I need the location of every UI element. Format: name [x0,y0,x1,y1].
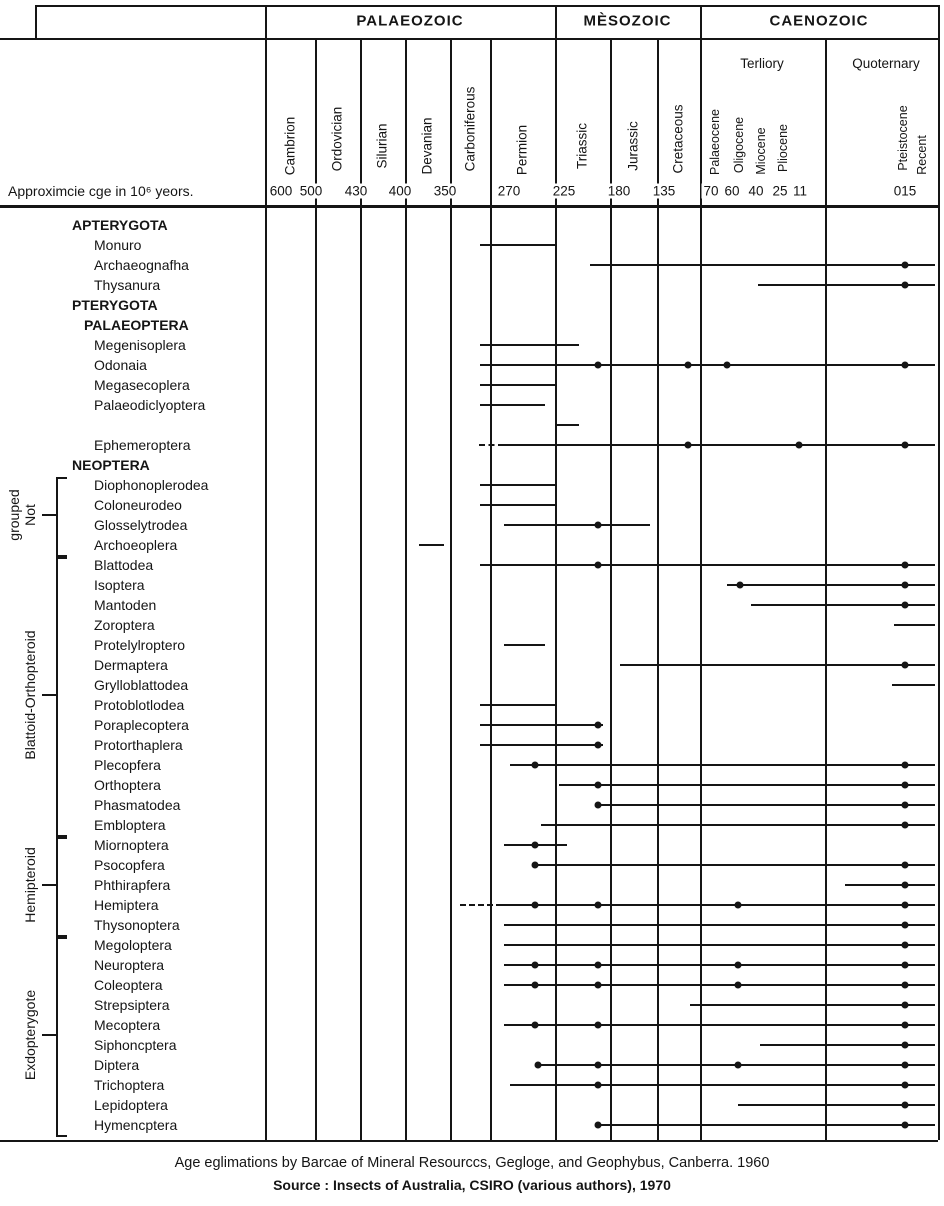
taxon-label: Mecoptera [94,1017,161,1033]
taxon-label: Isoptera [94,577,145,593]
taxon-label: Zoroptera [94,617,155,633]
taxon-label: Siphoncptera [94,1037,177,1053]
taxon-label: Monuro [94,237,142,253]
group-label: Hemipteroid [22,847,38,923]
age-axis-caption: Approximcie cge in 10⁶ yeors. [8,183,194,199]
range-dot [724,362,731,369]
range-dot [902,922,909,929]
range-dot [902,1062,909,1069]
range-line [510,1084,935,1087]
range-line [559,784,935,787]
range-dot [902,862,909,869]
range-line [480,384,555,387]
range-dot [902,802,909,809]
taxon-label: Glosselytrodea [94,517,188,533]
age-tick: 11 [792,183,808,199]
range-line [480,244,555,247]
range-line [504,644,544,647]
taxon-label: Protoblotlodea [94,697,185,713]
taxon-label: Plecopfera [94,757,161,773]
range-dot [902,762,909,769]
taxon-label: Megasecoplera [94,377,190,393]
age-tick: 270 [497,183,521,199]
period-label: Jurassic [625,121,641,171]
range-dot [737,582,744,589]
taxon-label: Megoloptera [94,937,172,953]
range-dot [902,1102,909,1109]
range-line [535,864,935,867]
range-dot [902,1082,909,1089]
rule-horizontal [0,1140,938,1142]
range-dot [902,782,909,789]
range-line [480,484,555,487]
range-dot [902,902,909,909]
range-dot [531,982,538,989]
range-dot [902,1042,909,1049]
taxon-label: Thysonoptera [94,917,180,933]
rule-vertical [657,38,659,1140]
taxon-label: Archaeognafha [94,257,189,273]
taxon-label: Thysanura [94,277,161,293]
taxon-label: Phthirapfera [94,877,171,893]
range-dot [531,962,538,969]
taxon-group-heading: PTERYGOTA [72,297,158,313]
rule-vertical [610,38,612,1140]
range-line [480,364,935,367]
range-dot [531,842,538,849]
range-dot [531,762,538,769]
taxon-group-heading: APTERYGOTA [72,217,168,233]
range-line [480,344,579,347]
range-dot [902,262,909,269]
rule-vertical [555,5,557,1140]
range-line [504,964,935,967]
group-label: Exdopterygote [22,989,38,1081]
era-label: CAENOZOIC [769,12,869,30]
footer-source: Source : Insects of Australia, CSIRO (various authors), 1970 [273,1177,671,1193]
taxon-label: Diptera [94,1057,140,1073]
rule-horizontal [0,205,938,208]
range-line [419,544,444,547]
range-dot [594,1082,601,1089]
taxon-label: Psocopfera [94,857,165,873]
range-dot [685,362,692,369]
range-line [892,684,935,687]
range-dot [902,282,909,289]
range-dot [534,1062,541,1069]
taxon-label: Phasmatodea [94,797,181,813]
sub-period-label: Oligocene [732,116,746,173]
range-dot [902,582,909,589]
range-dot [685,442,692,449]
age-tick: 600 [269,183,293,199]
taxon-label: Ephemeroptera [94,437,191,453]
taxon-label: Palaeodiclyoptera [94,397,206,413]
taxon-label: Protelylroptero [94,637,186,653]
rule-vertical [360,38,362,1140]
group-bracket [56,937,67,1137]
range-line [504,524,649,527]
range-dot [531,1022,538,1029]
rule-vertical [700,5,702,1140]
age-tick: 015 [893,183,917,199]
range-line [620,664,935,667]
taxon-label: Strepsiptera [94,997,170,1013]
range-line [504,1024,935,1027]
group-tick [42,1034,56,1036]
range-dot [594,522,601,529]
range-dot [594,962,601,969]
range-dot [594,782,601,789]
tertiary-label: Terliory [740,56,784,71]
rule-vertical [405,38,407,1140]
taxon-label: Neuroptera [94,957,165,973]
range-dot [594,1022,601,1029]
taxon-label: Diophonoplerodea [94,477,209,493]
range-line [480,564,935,567]
period-label: Devanian [419,117,435,175]
range-dot [902,882,909,889]
group-tick [42,694,56,696]
range-dot [902,942,909,949]
range-line [845,884,935,887]
age-tick: 400 [388,183,412,199]
range-dot [902,1122,909,1129]
period-label: Ordovician [329,106,345,172]
rule-vertical [315,38,317,1140]
group-label: Not [22,504,38,526]
taxon-label: Odonaia [94,357,147,373]
group-label: Blattoid-Orthopteroid [22,630,38,760]
taxon-label: Embloptera [94,817,166,833]
sub-period-label: Recent [915,134,929,175]
taxon-label: Protorthaplera [94,737,183,753]
range-dot [902,662,909,669]
period-label: Cambrion [282,116,298,176]
taxon-label: Archoeoplera [94,537,178,553]
range-line [894,624,935,627]
age-tick: 350 [433,183,457,199]
age-tick: 60 [724,183,740,199]
group-bracket [56,837,67,937]
period-label: Carboniferous [462,86,478,171]
range-line [504,984,935,987]
range-dot [902,1022,909,1029]
period-label: Permion [514,124,530,175]
taxon-label: Miornoptera [94,837,169,853]
range-line [480,724,603,727]
range-line [690,1004,935,1007]
period-label: Silurian [374,123,390,169]
range-line-dashed [460,904,502,906]
group-tick [42,884,56,886]
rule-horizontal [35,5,938,7]
age-tick: 25 [772,183,788,199]
range-line [541,824,935,827]
range-line [504,924,935,927]
taxon-label: Blattodea [94,557,154,573]
range-dot [902,1002,909,1009]
era-label: PALAEOZOIC [356,12,464,30]
group-label: grouped [6,489,22,541]
range-line [510,764,935,767]
range-dot [594,982,601,989]
taxon-label: Trichoptera [94,1077,165,1093]
sub-period-label: Pteistocene [896,105,910,171]
range-line [555,424,579,427]
range-dot [594,1122,601,1129]
group-tick [42,514,56,516]
range-dot [734,902,741,909]
range-dot [594,742,601,749]
taxon-label: Dermaptera [94,657,168,673]
group-bracket [56,477,67,557]
rule-vertical [265,5,267,1140]
rule-horizontal [0,38,938,40]
taxon-label: Lepidoptera [94,1097,168,1113]
group-bracket [56,557,67,837]
range-line [590,264,935,267]
range-line [480,504,555,507]
range-dot [734,1062,741,1069]
age-tick: 135 [652,183,676,199]
range-line [480,404,545,407]
rule-vertical [450,38,452,1140]
range-dot [531,902,538,909]
taxon-label: Orthoptera [94,777,161,793]
taxon-label: Grylloblattodea [94,677,189,693]
rule-vertical [35,5,37,38]
taxon-label: Poraplecoptera [94,717,189,733]
range-dot [902,562,909,569]
range-line [760,1044,935,1047]
range-dot [902,822,909,829]
taxon-label: Hemiptera [94,897,159,913]
range-dot [902,602,909,609]
taxon-label: Coloneurodeo [94,497,182,513]
sub-period-label: Miocene [754,127,768,175]
sub-period-label: Palaeocene [708,108,722,175]
range-dot [594,802,601,809]
age-tick: 430 [344,183,368,199]
quaternary-label: Quoternary [852,56,920,71]
range-line [504,444,935,447]
age-tick: 225 [552,183,576,199]
range-dot [902,362,909,369]
age-tick: 40 [748,183,764,199]
era-label: MÈSOZOIC [583,12,672,30]
range-line [480,704,555,707]
range-line [598,804,935,807]
range-dot [796,442,803,449]
range-line [504,944,935,947]
range-line-dashed [479,444,505,446]
range-dot [734,962,741,969]
taxon-label: Coleoptera [94,977,163,993]
rule-vertical [938,5,940,1140]
rule-vertical [490,38,492,1140]
taxon-label: Megenisoplera [94,337,186,353]
range-line [598,1124,935,1127]
period-label: Triassic [574,123,590,169]
range-line [480,744,603,747]
range-dot [594,362,601,369]
range-line [502,904,935,907]
sub-period-label: Pliocene [776,124,790,172]
taxon-group-heading: PALAEOPTERA [84,317,189,333]
range-dot [902,442,909,449]
age-tick: 70 [703,183,719,199]
rule-vertical [825,38,827,1140]
taxon-group-heading: NEOPTERA [72,457,150,473]
taxon-label: Hymencptera [94,1117,178,1133]
range-dot [594,902,601,909]
age-tick: 500 [299,183,323,199]
taxon-label: Mantoden [94,597,157,613]
range-dot [902,962,909,969]
range-dot [902,982,909,989]
age-tick: 180 [607,183,631,199]
period-label: Cretaceous [670,104,686,174]
range-dot [594,722,601,729]
footer-attribution: Age eglimations by Barcae of Mineral Resourccs, Gegloge, and Geophybus, Canberra. 1960 [174,1155,770,1171]
range-dot [531,862,538,869]
range-dot [594,1062,601,1069]
range-dot [734,982,741,989]
range-dot [594,562,601,569]
